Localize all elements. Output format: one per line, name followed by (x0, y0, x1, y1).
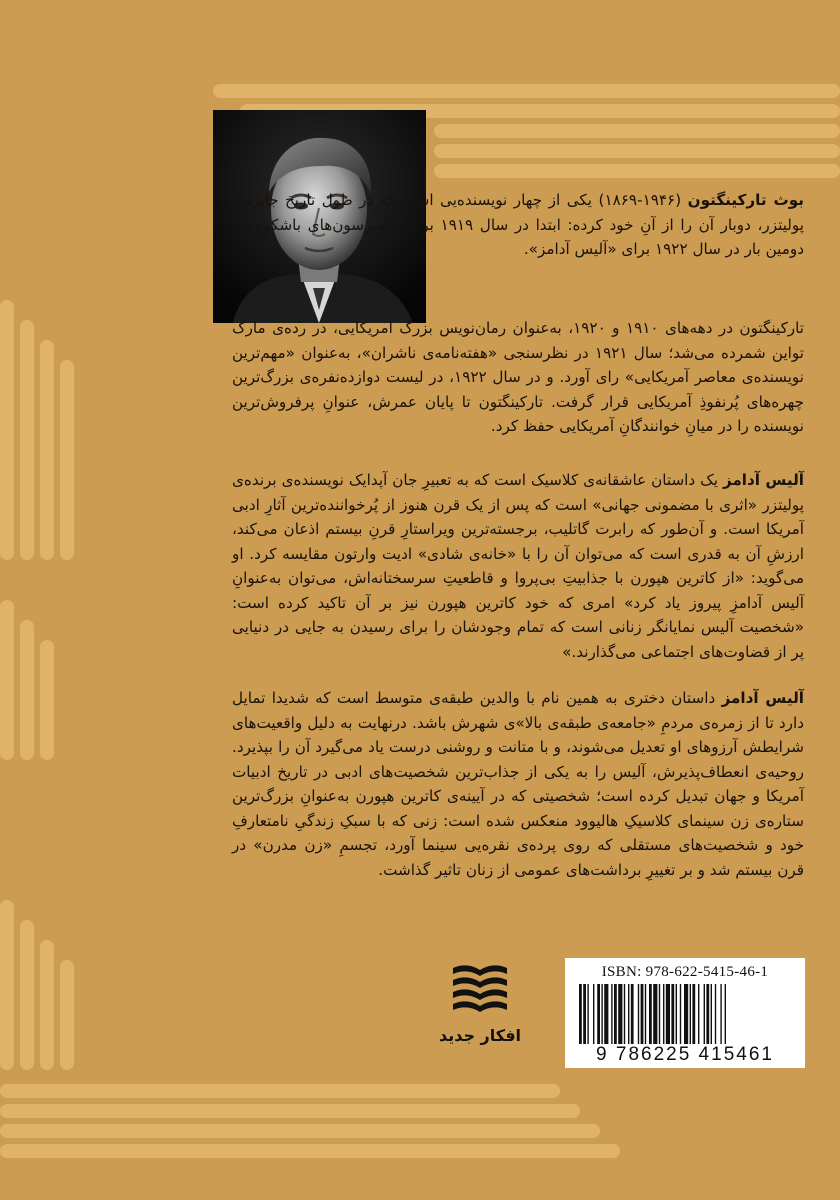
barcode-image (577, 984, 793, 1044)
author-biography (232, 316, 804, 439)
author-name: بوث تارکینگتون (687, 191, 804, 209)
publisher-mark (425, 960, 535, 1060)
author-intro (232, 188, 804, 262)
story-summary-text: داستان دختری به همین نام با والدین طبقه‌ی متوسط است که شدیدا تمایل دارد تا از زمره‌ی مردمِ «جامعه‌ی طبقه‌ی بالا»ی شهرش باشد. درنهایت به دلیل واقعیت‌های شرایطش آرزوهای او تعدیل می‌شوند، و با متانت و روشنی درست یاد می‌گیرد آن را بپذیرد. روحیه‌ی انعطاف‌پذیرش، آلیس را به یکی از جذاب‌ترین شخصیت‌های ادبی در تاریخ ادبیات آمریکا و جهان تبدیل کرده است؛ شخصیتی که در آیینه‌ی کاترین هپورن به‌عنوانِ بزرگ‌ترین ستاره‌ی زن سینمای کلاسیکِ هالیوود منعکس شده است: زنی که با سبکِ زندگیِ نامتعارفِ خود و شخصیت‌های مستقلی که روی پرده‌ی نقره‌یی سینما آورد، تجسمِ «زن مدرن» در قرن بیستم شد و بر تغییرِ برداشت‌های عمومی از زنان تاثیر گذاشت. (232, 689, 804, 879)
story-summary (232, 686, 804, 882)
book-description (232, 468, 804, 664)
story-title: آلیس آدامز (721, 689, 804, 707)
book-description-text: یک داستان عاشقانه‌ی کلاسیک است که به تعبیرِ جان آپدایک نویسنده‌ی برنده‌ی پولیتزر «اثری با مضمونی جهانی» است که پس از یک قرن هنوز از پُرخواننده‌ترین آثارِ ادبی آمریکا است. و آن‌طور که رابرت گاتلیب، برجسته‌ترین ویراستارِ قرنِ بیستم اذعان می‌کند، ارزشِ آن به قدری است که می‌توان آن را با «خانه‌ی شادی» ادیت وارتون مقایسه کرد. او می‌گوید: «از کاترین هپورن با جذابیتِ بی‌پروا و قاطعیتِ سرسختانه‌اش، می‌توان به‌عنوانِ آلیس آدامزِ پیروز یاد کرد» امری که خود کاترین هپورن نیز بر آن تاکید کرده است: «شخصیت آلیس نمایانگر زنانی است که تمام وجودشان را برای رسیدن به جایی در دنیایی پر از قضاوت‌های اجتماعی می‌گذارند.» (232, 471, 804, 661)
barcode-digits: 9 786225 415461 (596, 1044, 774, 1065)
isbn-barcode-box (565, 958, 805, 1068)
book-stack-icon (449, 960, 511, 1022)
isbn-label: ISBN: 978-622-5415-46-1 (601, 964, 769, 980)
publisher-name: افکار جدید (438, 1026, 522, 1045)
biography-text: تارکینگتون در دهه‌های ۱۹۱۰ و ۱۹۲۰، به‌عنوان رمان‌نویس بزرگ آمریکایی، در رده‌ی مارک تواین شمرده می‌شد؛ سال ۱۹۲۱ در نظرسنجی «هفته‌نامه‌ی ناشران»، به‌عنوان «مهم‌ترین نویسنده‌ی معاصر آمریکایی» رای آورد. و در سال ۱۹۲۲، در لیست دوازده‌نفره‌ی بزرگ‌ترین چهره‌های پُرنفوذِ آمریکایی قرار گرفت. تارکینگتون تا پایان عمرش، عنوانِ پرفروش‌ترین نویسنده را در میانِ خوانندگانِ آمریکایی حفظ کرد. (232, 319, 804, 435)
author-intro-text: (۱۹۴۶-۱۸۶۹) یکی از چهار نویسنده‌یی است که در طول تاریخ جایزه‌ی پولیتزر، دوبار آن را از آنِ خود کرده: ابتدا در سال ۱۹۱۹ برای «آمبرسون‌های باشکوه» و دومین بار در سال ۱۹۲۲ برای «آلیس آدامز». (232, 191, 804, 258)
book-title: آلیس آدامز (722, 471, 805, 489)
